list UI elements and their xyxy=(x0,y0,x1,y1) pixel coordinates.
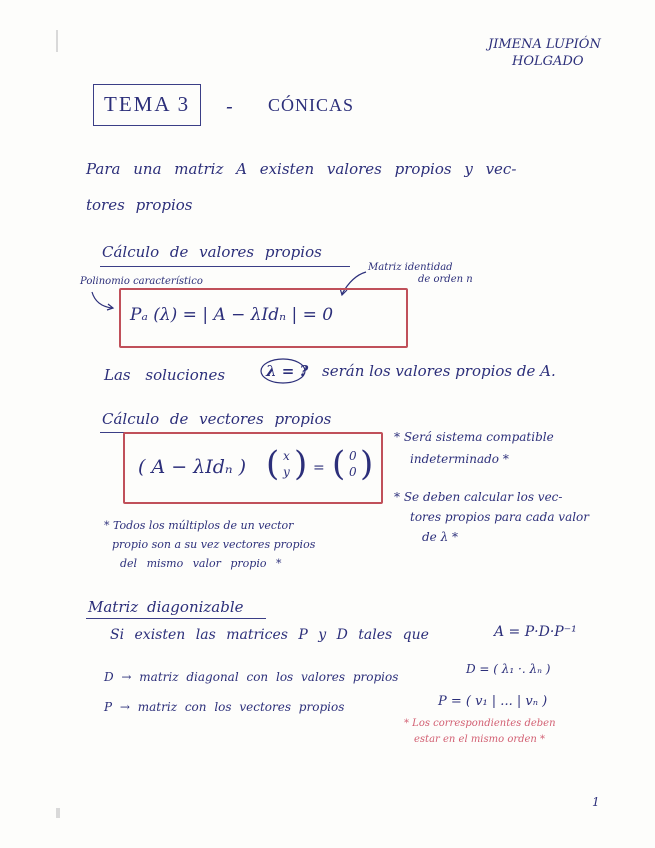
diag-condition-formula: A = P·D·P⁻¹ xyxy=(494,624,577,640)
characteristic-polynomial-formula: Pₐ (λ) = | A − λIdₙ | = 0 xyxy=(130,305,334,325)
diag-d-description: D → matriz diagonal con los valores propios xyxy=(104,670,399,684)
note-multiplos-l1: * Todos los múltiplos de un vector xyxy=(104,519,294,532)
section3-heading: Matriz diagonizable xyxy=(88,598,244,616)
title-tema: TEMA 3 xyxy=(104,92,191,116)
note-multiplos-l2: propio son a su vez vectores propios xyxy=(112,538,316,551)
section3-underline xyxy=(86,618,266,619)
vector-paren-close: ) xyxy=(294,444,308,484)
note-calcular-l3: de λ * xyxy=(422,530,459,544)
zero-paren-close: ) xyxy=(360,444,374,484)
page-number: 1 xyxy=(592,795,600,809)
vector-x: x xyxy=(283,449,290,463)
section2-heading: Cálculo de vectores propios xyxy=(102,410,332,428)
zero-1: 0 xyxy=(349,449,357,463)
intro-line-1: Para una matriz A existen valores propios y vec- xyxy=(86,160,517,178)
vector-equals: = xyxy=(313,460,325,476)
eigenvector-matrix: ( A − λIdₙ ) xyxy=(138,456,247,478)
solutions-label: Las soluciones xyxy=(104,366,226,384)
note-multiplos-l3: del mismo valor propio * xyxy=(120,557,282,570)
diag-p-description: P → matriz con los vectores propios xyxy=(104,700,345,714)
note-calcular-l2: tores propios para cada valor xyxy=(410,510,590,524)
vector-paren-open: ( xyxy=(266,444,280,484)
section1-heading: Cálculo de valores propios xyxy=(102,243,322,261)
solutions-tail: serán los valores propios de A. xyxy=(322,362,556,380)
intro-line-2: tores propios xyxy=(86,196,193,214)
title-topic: CÓNICAS xyxy=(268,95,355,115)
zero-paren-open: ( xyxy=(332,444,346,484)
author-surname: HOLGADO xyxy=(512,54,584,69)
order-note-l1: * Los correspondientes deben xyxy=(404,718,556,729)
order-note-l2: estar en el mismo orden * xyxy=(414,734,546,745)
diag-p-formula: P = ( v₁ | ... | vₙ ) xyxy=(438,694,548,709)
vector-y: y xyxy=(283,465,290,479)
title-dash: - xyxy=(226,94,233,118)
diag-d-formula: D = ( λ₁ ·. λₙ ) xyxy=(466,662,551,676)
annot-polinomio: Polinomio característico xyxy=(80,276,203,287)
annot-identidad-l1: Matriz identidad xyxy=(368,262,453,273)
note-calcular-l1: * Se deben calcular los vec- xyxy=(394,490,563,504)
annot-identidad-l2: de orden n xyxy=(418,274,473,285)
diag-condition: Si existen las matrices P y D tales que xyxy=(110,627,429,643)
lambda-solution: λ = ? xyxy=(266,362,309,380)
note-compatible-l2: indeterminado * xyxy=(410,452,509,466)
zero-2: 0 xyxy=(349,465,357,479)
note-compatible-l1: * Será sistema compatible xyxy=(394,430,554,444)
author-name: JIMENA LUPIÓN xyxy=(488,37,601,52)
